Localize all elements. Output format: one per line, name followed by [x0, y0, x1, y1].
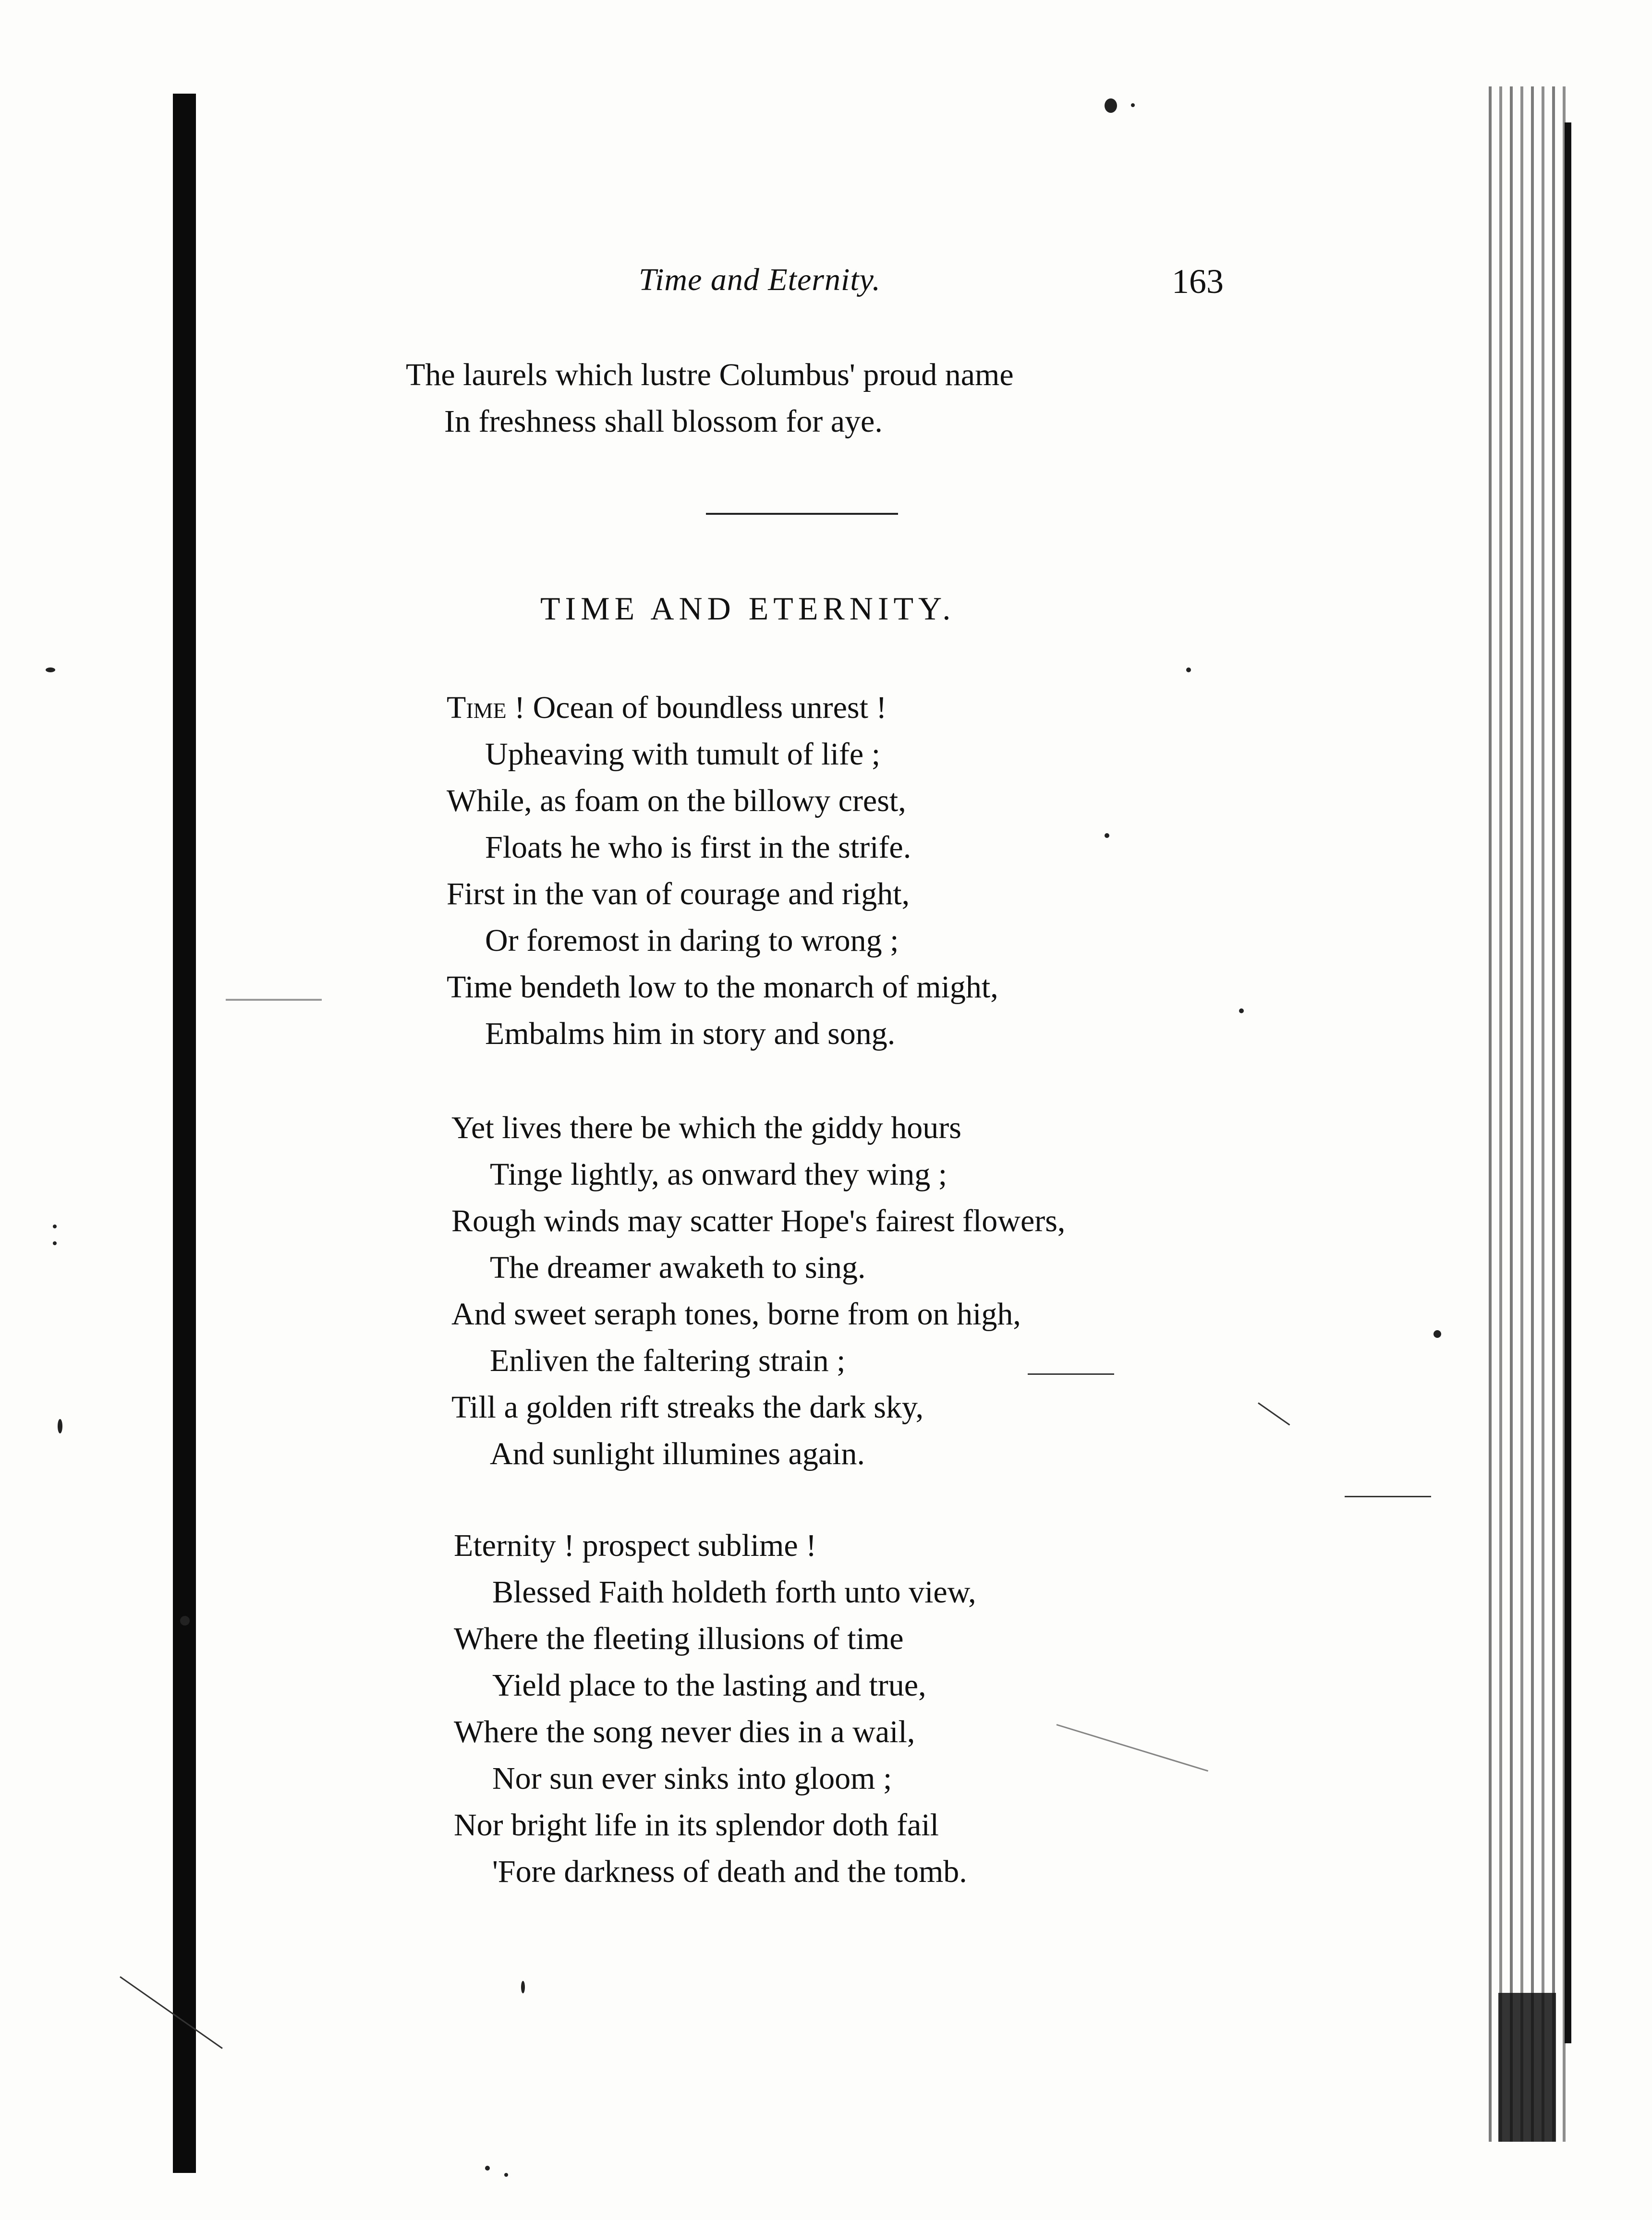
running-head: Time and Eternity. — [639, 262, 881, 297]
verse-line: And sunlight illumines again. — [490, 1436, 865, 1471]
page-edge-texture — [1489, 86, 1570, 2142]
verse-line: Till a golden rift streaks the dark sky, — [451, 1390, 924, 1425]
verse-line: Nor bright life in its splendor doth fail — [454, 1808, 939, 1843]
scan-speck — [1131, 103, 1135, 107]
verse-line: Eternity ! prospect sublime ! — [454, 1528, 817, 1563]
verse-line: Time bendeth low to the monarch of might, — [447, 970, 998, 1005]
scan-stroke — [1345, 1496, 1431, 1497]
page-number: 163 — [1172, 262, 1224, 301]
verse-line: Nor sun ever sinks into gloom ; — [492, 1761, 892, 1796]
binding-shadow — [173, 94, 196, 2173]
verse-line: And sweet seraph tones, borne from on high, — [451, 1297, 1021, 1332]
verse-line: Tinge lightly, as onward they wing ; — [490, 1157, 947, 1192]
verse-line-rest: ! Ocean of boundless unrest ! — [514, 690, 887, 725]
opening-word: Time — [447, 690, 507, 725]
scan-speck — [521, 1981, 525, 1993]
scan-speck — [180, 1616, 190, 1626]
verse-line — [447, 684, 998, 731]
verse-line: The laurels which lustre Columbus' proud name — [406, 357, 1014, 392]
verse-line: Blessed Faith holdeth forth unto view, — [492, 1575, 976, 1610]
scan-stroke — [1057, 1724, 1208, 1771]
scan-stroke — [226, 999, 322, 1001]
scan-speck — [1239, 1008, 1244, 1013]
verse-line: The dreamer awaketh to sing. — [490, 1250, 866, 1285]
scan-speck — [53, 1241, 57, 1245]
scan-speck — [1186, 667, 1191, 672]
verse-line: Rough winds may scatter Hope's fairest flowers, — [451, 1203, 1066, 1238]
verse-line: Enliven the faltering strain ; — [490, 1343, 846, 1378]
scan-speck — [504, 2173, 508, 2177]
page-edge-shadow — [1498, 1993, 1556, 2142]
page-edge-line — [1565, 122, 1571, 2043]
verse-line: In freshness shall blossom for aye. — [444, 404, 883, 439]
verse-line: First in the van of courage and right, — [447, 876, 910, 911]
verse-line: Where the song never dies in a wail, — [454, 1714, 915, 1749]
stanza-2 — [451, 1104, 1065, 1477]
scan-speck — [1105, 833, 1109, 838]
scan-stroke — [1258, 1402, 1290, 1425]
stanza-3 — [454, 1522, 976, 1895]
scan-speck — [53, 1225, 57, 1228]
verse-line: While, as foam on the billowy crest, — [447, 783, 906, 818]
verse-line: Or foremost in daring to wrong ; — [485, 923, 899, 958]
poem-title: TIME AND ETERNITY. — [540, 590, 956, 627]
scan-speck — [1105, 98, 1117, 113]
scan-speck — [485, 2166, 490, 2171]
verse-line: Yield place to the lasting and true, — [492, 1668, 926, 1703]
scan-speck — [58, 1419, 62, 1433]
verse-line: Where the fleeting illusions of time — [454, 1621, 904, 1656]
verse-line: Yet lives there be which the giddy hours — [451, 1110, 961, 1145]
scan-speck — [1433, 1330, 1441, 1338]
scan-stroke — [1028, 1373, 1114, 1375]
carry-over-verse — [406, 352, 1014, 445]
scan-speck — [46, 667, 55, 672]
verse-line: Upheaving with tumult of life ; — [485, 737, 881, 772]
verse-line: 'Fore darkness of death and the tomb. — [492, 1854, 967, 1889]
section-divider — [706, 513, 898, 515]
stanza-1 — [447, 684, 998, 1057]
scan-stroke — [120, 1976, 223, 2049]
verse-line: Floats he who is first in the strife. — [485, 830, 911, 865]
verse-line: Embalms him in story and song. — [485, 1016, 896, 1051]
